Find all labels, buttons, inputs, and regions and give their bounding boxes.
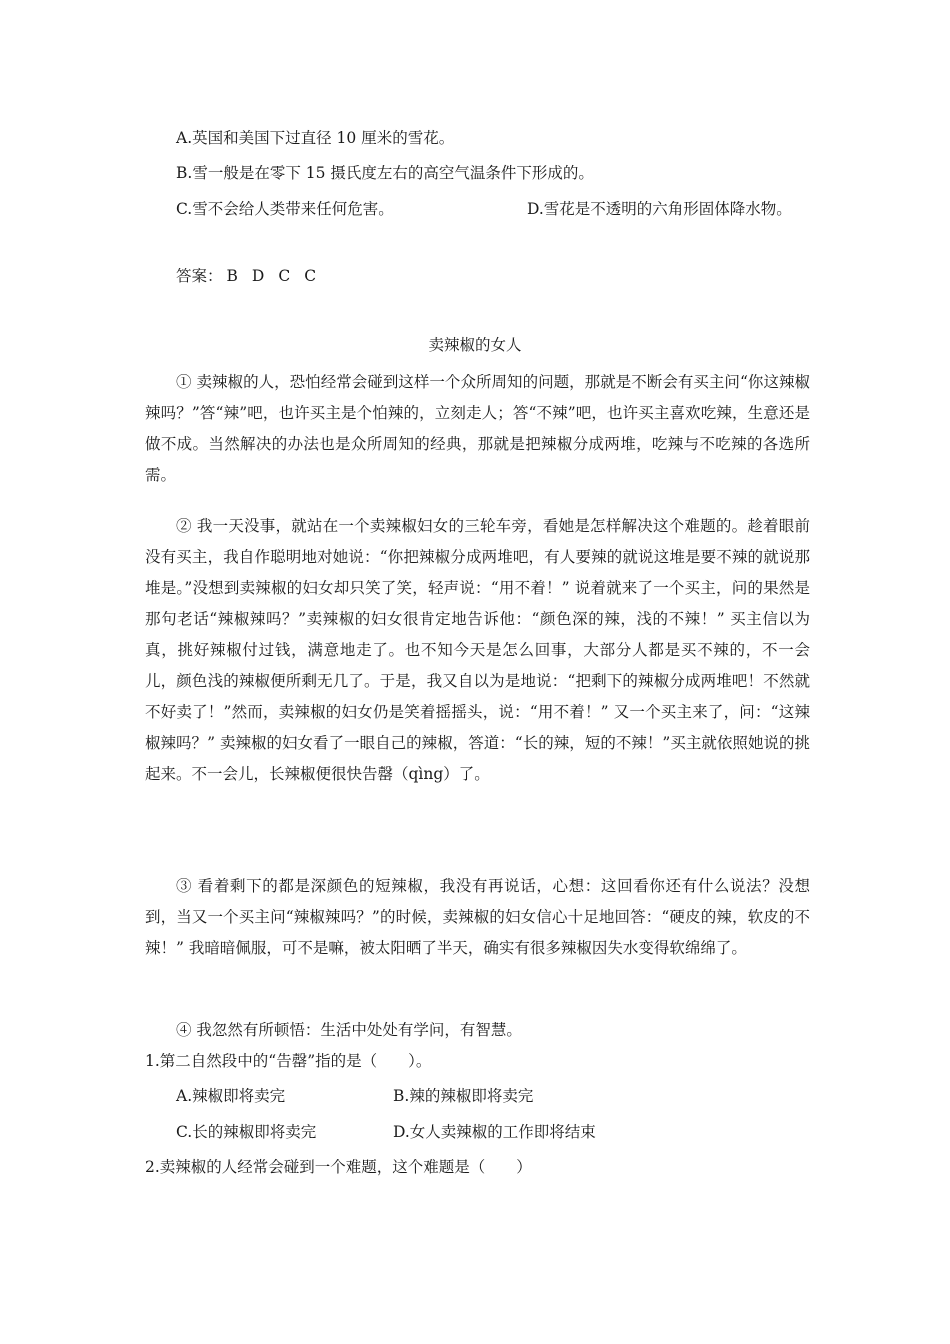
article-paragraph-3: ③ 看着剩下的都是深颜色的短辣椒，我没有再说话，心想：这回看你还有什么说法？没想到，当又一个买主问“辣椒辣吗？”的时候，卖辣椒的妇女信心十足地回答：“硬皮的辣，软皮的不辣！” 我暗暗佩服，可不是嘛，被太阳晒了半天，确实有很多辣椒因失水变得软绵绵了。: [145, 877, 810, 957]
question-1-option-a: A.辣椒即将卖完: [176, 1087, 286, 1105]
answer-value: D: [251, 267, 265, 285]
prev-option-c: C.雪不会给人类带来任何危害。: [176, 200, 394, 218]
answer-value: B: [226, 267, 238, 285]
article-title: 卖辣椒的女人: [428, 336, 522, 354]
answer-line: [176, 265, 330, 287]
answer-values: [227, 267, 331, 285]
article-paragraph-2: ② 我一天没事，就站在一个卖辣椒妇女的三轮车旁，看她是怎样解决这个难题的。趁着眼前没有买主，我自作聪明地对她说：“你把辣椒分成两堆吧，有人要辣的就说这堆是要不辣的就说那堆是。”没想到卖辣椒的妇女却只笑了笑，轻声说：“用不着！” 说着就来了一个买主，问的果然是那句老话“辣椒辣吗？”卖辣椒的妇女很肯定地告诉他：“颜色深的辣，浅的不辣！” 买主信以为真，挑好辣椒付过钱，满意地走了。也不知今天是怎么回事，大部分人都是买不辣的，不一会儿，颜色浅的辣椒便所剩无几了。于是，我又自以为是地说：“把剩下的辣椒分成两堆吧！不然就不好卖了！”然而，卖辣椒的妇女仍是笑着摇摇头，说：“用不着！” 又一个买主来了，问：“这辣椒辣吗？” 卖辣椒的妇女看了一眼自己的辣椒，答道：“长的辣，短的不辣！”买主就依照她说的挑起来。不一会儿，长辣椒便很快告罄（qìng）了。: [145, 517, 810, 783]
question-1-option-b: B.辣的辣椒即将卖完: [393, 1087, 534, 1105]
question-1-option-d: D.女人卖辣椒的工作即将结束: [393, 1123, 596, 1141]
answer-label: 答案：: [176, 267, 223, 285]
prev-option-a: A.英国和美国下过直径 10 厘米的雪花。: [176, 129, 455, 147]
answer-value: C: [304, 267, 317, 285]
article-paragraph-4: ④ 我忽然有所顿悟：生活中处处有学问，有智慧。: [176, 1021, 522, 1039]
prev-option-d: D.雪花是不透明的六角形固体降水物。: [527, 200, 792, 218]
prev-option-b: B.雪一般是在零下 15 摄氏度左右的高空气温条件下形成的。: [176, 164, 594, 182]
article-paragraph-1: ① 卖辣椒的人，恐怕经常会碰到这样一个众所周知的问题，那就是不断会有买主问“你这辣椒辣吗？”答“辣”吧，也许买主是个怕辣的，立刻走人；答“不辣”吧，也许买主喜欢吃辣，生意还是做不成。当然解决的办法也是众所周知的经典，那就是把辣椒分成两堆，吃辣与不吃辣的各选所需。: [145, 373, 810, 484]
question-1-option-c: C.长的辣椒即将卖完: [176, 1123, 317, 1141]
answer-value: C: [278, 267, 291, 285]
question-2-stem: 2.卖辣椒的人经常会碰到一个难题，这个难题是（ ）: [145, 1158, 532, 1176]
question-1-stem: 1.第二自然段中的“告罄”指的是（ ）。: [145, 1052, 432, 1070]
